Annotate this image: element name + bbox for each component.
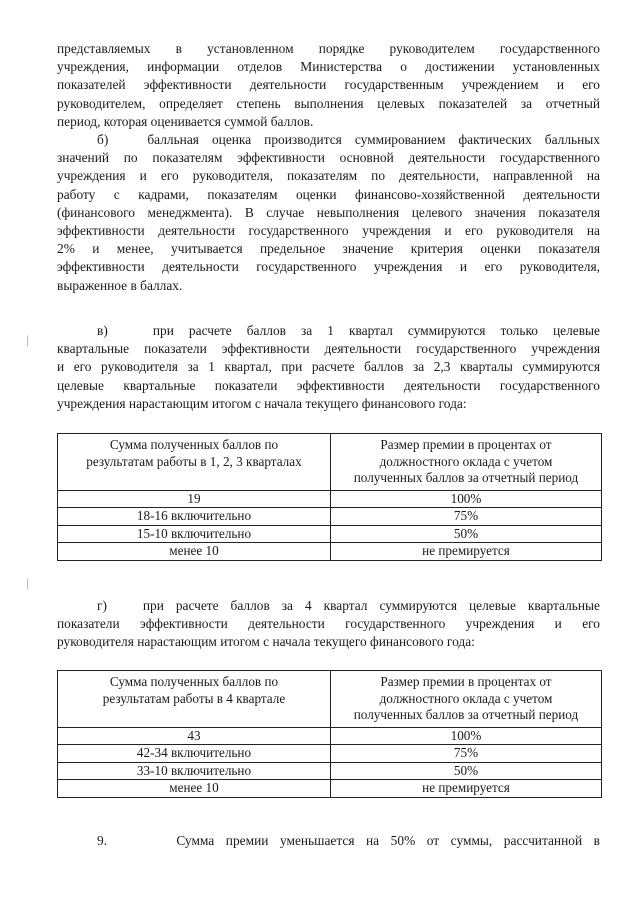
header-cell-score: Сумма полученных баллов по результатам работы в 1, 2, 3 кварталах (58, 434, 331, 491)
text-line: выраженное в баллах. (57, 277, 183, 293)
margin-mark (27, 335, 32, 347)
paragraph-marker: в) (97, 323, 108, 338)
text-line: квартальные показатели эффективности деятельности государственного учреждения (57, 341, 600, 357)
score-cell: менее 10 (58, 543, 331, 561)
text-line: учреждения и его руководителя, показателям по деятельности, направленной на (57, 168, 600, 184)
paragraph-marker: г) (97, 598, 107, 613)
text-line (57, 597, 600, 615)
table-header-row (58, 434, 602, 491)
bonus-cell: 50% (330, 525, 601, 543)
text-line: эффективности деятельности государственного учреждения и его руководителя на (57, 223, 600, 239)
text-line (57, 832, 600, 850)
text-line: и его руководителя за 1 квартал, при расчете баллов за 2,3 кварталы суммируются (57, 359, 600, 375)
paragraph-v (57, 322, 600, 413)
bonus-cell: не премируется (330, 780, 601, 798)
text-line: значений по показателям эффективности основной деятельности государственного (57, 150, 600, 166)
text-line: учреждения, информации отделов Министерства о достижении установленных (57, 59, 600, 75)
table-header-row (58, 671, 602, 728)
paragraph-number: 9. (97, 833, 108, 848)
text-line: учреждения нарастающим итогом с начала текущего финансового года: (57, 395, 467, 411)
bonus-table-q4 (57, 670, 602, 798)
score-cell: 18-16 включительно (58, 508, 331, 526)
text-line (57, 131, 600, 149)
bonus-cell: 50% (330, 762, 601, 780)
table-row (58, 727, 602, 745)
text-line: целевые квартальные показатели эффективности деятельности государственного (57, 377, 600, 393)
score-cell: 42-34 включительно (58, 745, 331, 763)
text-line-content: Сумма премии уменьшается на 50% от суммы, рассчитанной в (176, 833, 600, 848)
score-cell: 15-10 включительно (58, 525, 331, 543)
bonus-cell: не премируется (330, 543, 601, 561)
table-row (58, 543, 602, 561)
paragraph-g (57, 597, 600, 652)
bonus-cell: 100% (330, 727, 601, 745)
score-cell: 19 (58, 490, 331, 508)
text-line: представляемых в установленном порядке руководителем государственного (57, 41, 600, 56)
table-row (58, 780, 602, 798)
header-cell-bonus: Размер премии в процентах от должностного оклада с учетом полученных баллов за отчетный период (330, 434, 601, 491)
table-row (58, 762, 602, 780)
text-line: эффективности деятельности государственного учреждения и его руководителя, (57, 259, 600, 275)
text-line: показателей эффективности деятельности государственным учреждением и его (57, 77, 600, 93)
paragraph-marker: б) (97, 132, 109, 147)
text-line: (финансового менеджмента). В случае невыполнения целевого значения показателя (57, 204, 600, 220)
text-line: показатели эффективности деятельности государственного учреждения и его (57, 616, 600, 632)
table-row (58, 490, 602, 508)
margin-mark (27, 578, 32, 590)
table-row (58, 525, 602, 543)
header-cell-bonus: Размер премии в процентах от должностного оклада с учетом полученных баллов за отчетный период (330, 671, 601, 728)
text-line: период, которая оценивается суммой баллов. (57, 113, 314, 129)
text-line-content: при расчете баллов за 4 квартал суммируются целевые квартальные (142, 598, 600, 613)
text-line: руководителя нарастающим итогом с начала текущего финансового года: (57, 634, 475, 650)
score-cell: 33-10 включительно (58, 762, 331, 780)
header-cell-score: Сумма полученных баллов по результатам работы в 4 квартале (58, 671, 331, 728)
text-line-content: при расчете баллов за 1 квартал суммируются только целевые (152, 323, 600, 338)
bonus-cell: 100% (330, 490, 601, 508)
paragraph-continuation (57, 40, 600, 131)
paragraph-9 (57, 832, 600, 850)
bonus-cell: 75% (330, 745, 601, 763)
table-row (58, 508, 602, 526)
bonus-cell: 75% (330, 508, 601, 526)
text-line: 2% и менее, учитывается предельное значение критерия оценки показателя (57, 241, 600, 257)
bonus-table-q1-q3 (57, 433, 602, 561)
text-line-content: балльная оценка производится суммированием фактических балльных (147, 132, 600, 147)
text-line: руководителем, определяет степень выполнения целевых показателей за отчетный (57, 95, 600, 111)
text-line: работу с кадрами, показателям оценки финансово-хозяйственной деятельности (57, 186, 600, 202)
score-cell: 43 (58, 727, 331, 745)
paragraph-b (57, 131, 600, 295)
score-cell: менее 10 (58, 780, 331, 798)
table-row (58, 745, 602, 763)
text-line (57, 322, 600, 340)
